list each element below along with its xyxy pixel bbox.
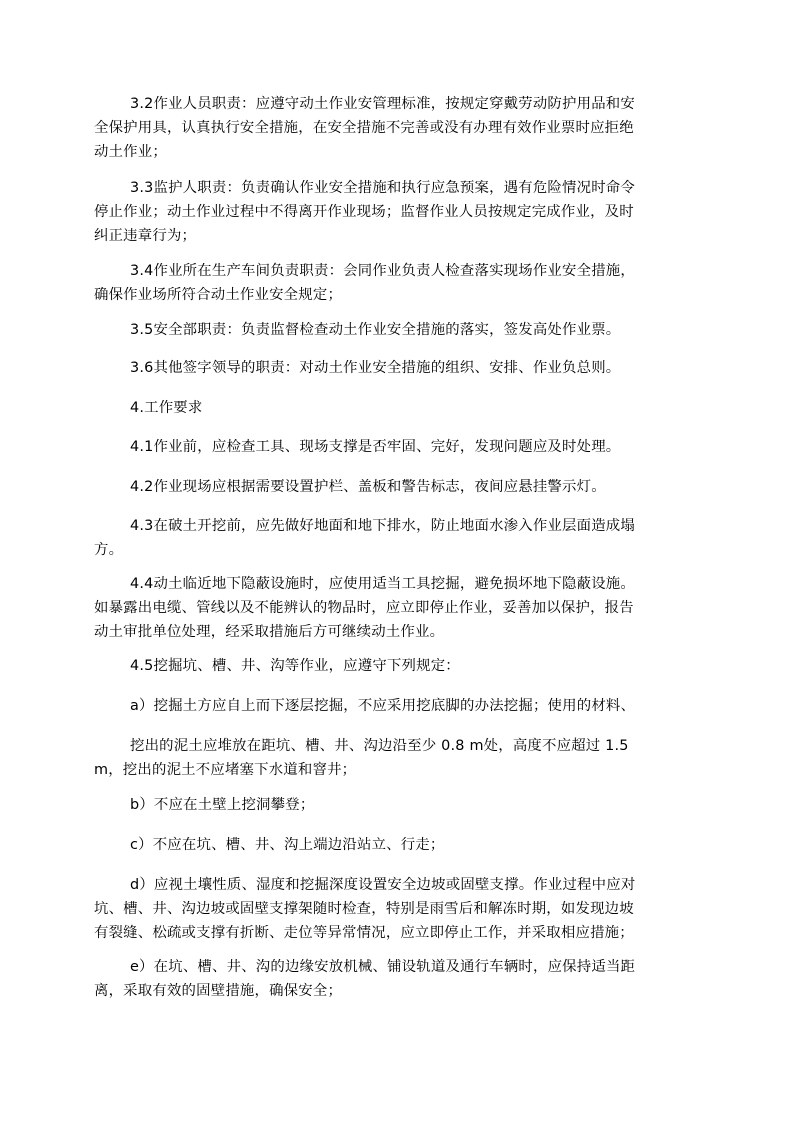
text-line: 纠正违章行为；	[94, 228, 197, 244]
text-line: 全保护用具，认真执行安全措施，在安全措施不完善或没有办理有效作业票时应拒绝	[94, 120, 634, 136]
paragraph-item-a-continued	[94, 734, 692, 782]
text-line: e）在坑、槽、井、沟的边缘安放机械、铺设轨道及通行车辆时，应保持适当距	[130, 959, 636, 975]
text-line: 3.4作业所在生产车间负责职责：会同作业负责人检查落实现场作业安全措施，	[130, 263, 635, 279]
text-line: 4.2作业现场应根据需要设置护栏、盖板和警告标志，夜间应悬挂警示灯。	[130, 479, 606, 495]
text-line: a）挖掘土方应自上而下逐层挖掘，不应采用挖底脚的办法挖掘；使用的材料、	[130, 698, 636, 714]
text-line: 4.3在破土开挖前，应先做好地面和地下排水，防止地面水渗入作业层面造成塌	[130, 518, 635, 534]
paragraph-item-d	[94, 873, 692, 945]
paragraph-3-6	[94, 356, 692, 380]
section-heading-4	[94, 396, 692, 420]
text-line: c）不应在坑、槽、井、沟上端边沿站立、行走；	[130, 837, 445, 853]
text-line: b）不应在土壁上挖洞攀登；	[130, 797, 315, 813]
paragraph-item-b	[94, 793, 692, 817]
paragraph-3-2	[94, 92, 692, 164]
paragraph-3-5	[94, 318, 692, 342]
text-line: 离，采取有效的固壁措施，确保安全；	[94, 983, 343, 999]
text-line: 停止作业；动土作业过程中不得离开作业现场；监督作业人员按规定完成作业，及时	[94, 204, 634, 220]
text-line: 确保作业场所符合动土作业安全规定；	[94, 287, 343, 303]
text-line: 3.3监护人职责：负责确认作业安全措施和执行应急预案，遇有危险情况时命令	[130, 180, 635, 196]
paragraph-4-4	[94, 572, 692, 644]
text-line: 如暴露出电缆、管线以及不能辨认的物品时，应立即停止作业，妥善加以保护，报告	[94, 600, 634, 616]
text-line: m，挖出的泥土不应堵塞下水道和窨井；	[94, 762, 357, 778]
text-line: 3.5安全部职责：负责监督检查动土作业安全措施的落实，签发高处作业票。	[130, 322, 621, 338]
paragraph-item-e	[94, 955, 692, 1003]
paragraph-4-1	[94, 435, 692, 459]
text-line: 有裂缝、松疏或支撑有折断、走位等异常情况，应立即停止工作，并采取相应措施；	[94, 925, 634, 941]
text-line: 4.工作要求	[130, 400, 203, 416]
text-line: d）应视土壤性质、湿度和挖掘深度设置安全边坡或固壁支撑。作业过程中应对	[130, 877, 636, 893]
paragraph-3-3	[94, 176, 692, 248]
paragraph-4-3	[94, 514, 692, 562]
paragraph-3-4	[94, 259, 692, 307]
paragraph-item-a	[94, 694, 692, 718]
text-line: 3.2作业人员职责：应遵守动土作业安管理标准，按规定穿戴劳动防护用品和安	[130, 96, 635, 112]
text-line: 动土作业；	[94, 144, 167, 160]
text-line: 4.1作业前，应检查工具、现场支撑是否牢固、完好，发现问题应及时处理。	[130, 439, 621, 455]
text-line: 坑、槽、井、沟边坡或固壁支撑架随时检查，特别是雨雪后和解冻时期，如发现边坡	[94, 901, 634, 917]
text-line: 3.6其他签字领导的职责：对动土作业安全措施的组织、安排、作业负总则。	[130, 360, 621, 376]
paragraph-4-2	[94, 475, 692, 499]
text-line: 挖出的泥土应堆放在距坑、槽、井、沟边沿至少 0.8 m处，高度不应超过 1.5	[130, 738, 629, 754]
text-line: 方。	[94, 542, 124, 558]
paragraph-4-5	[94, 654, 692, 678]
text-line: 4.5挖掘坑、槽、井、沟等作业，应遵守下列规定：	[130, 658, 460, 674]
text-line: 4.4动土临近地下隐蔽设施时，应使用适当工具挖掘，避免损坏地下隐蔽设施。	[130, 576, 635, 592]
text-line: 动土审批单位处理，经采取措施后方可继续动土作业。	[94, 624, 445, 640]
paragraph-item-c	[94, 833, 692, 857]
